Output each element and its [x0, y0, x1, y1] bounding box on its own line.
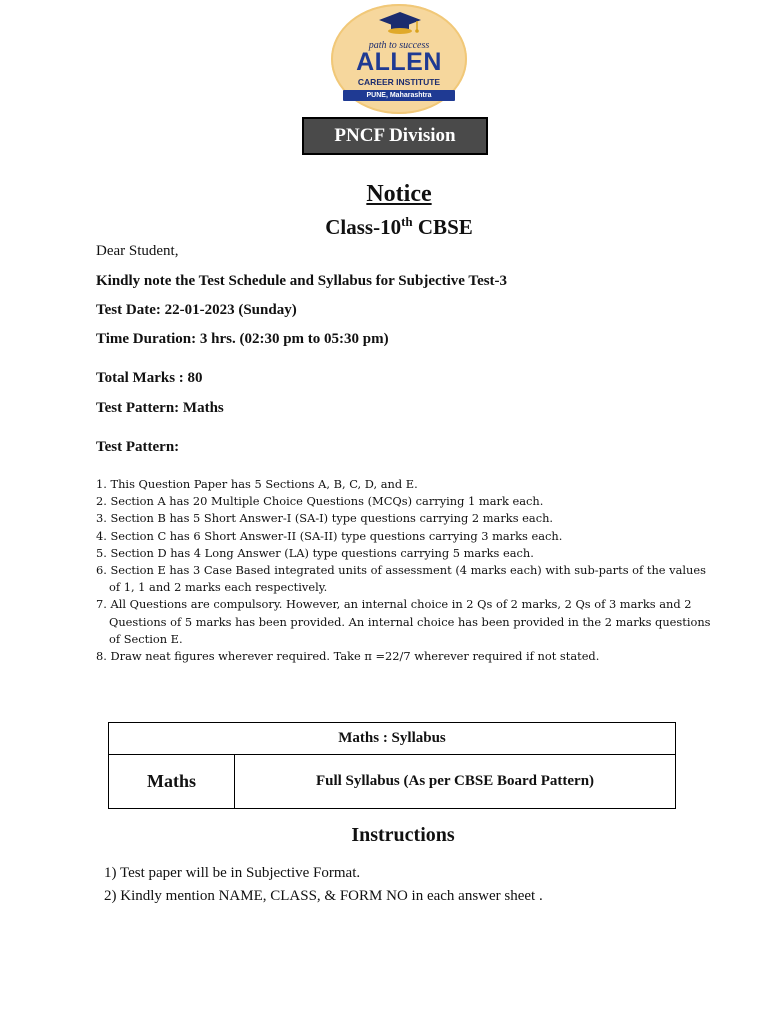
greeting: Dear Student, [96, 243, 179, 259]
rule-item: 8. Draw neat figures wherever required. Take π =22/7 wherever required if not stated. [96, 649, 600, 664]
instructions-title: Instructions [351, 824, 455, 846]
rule-item: 6. Section E has 3 Case Based integrated units of assessment (4 marks each) with sub-parts of the values of 1, 1 and 2 marks each respectively. [96, 563, 706, 595]
class-prefix: Class-10 [325, 215, 402, 239]
intro-text: Kindly note the Test Schedule and Syllabus for Subjective Test-3 [96, 273, 508, 289]
notice-title: Notice [366, 181, 432, 207]
rule-item: 7. All Questions are compulsory. However, an internal choice in 2 Qs of 2 marks, 2 Qs of 3 marks and 2 Questions of 5 marks has been provided. An internal choice has been provided in the 2 marks questions of Section E. [96, 597, 711, 646]
class-superscript: th [401, 214, 413, 229]
time-duration: Time Duration: 3 hrs. (02:30 pm to 05:30 pm) [96, 331, 389, 347]
test-rules-list [96, 476, 716, 665]
logo-tagline: path to success [368, 40, 430, 51]
test-pattern-subject: Test Pattern: Maths [96, 400, 224, 416]
division-banner: PNCF Division [302, 117, 488, 155]
rule-item: 5. Section D has 4 Long Answer (LA) type questions carrying 5 marks each. [96, 545, 534, 560]
class-heading [30, 214, 768, 240]
rule-item: 1. This Question Paper has 5 Sections A, B, C, D, and E. [96, 477, 418, 491]
syllabus-header: Maths : Syllabus [109, 723, 676, 755]
graduation-cap-icon [377, 10, 423, 34]
rule-item: 4. Section C has 6 Short Answer-II (SA-II) type questions carrying 3 marks each. [96, 528, 563, 543]
test-date: Test Date: 22-01-2023 (Sunday) [96, 302, 297, 318]
syllabus-content: Full Syllabus (As per CBSE Board Pattern) [235, 755, 676, 809]
rule-item: 2. Section A has 20 Multiple Choice Questions (MCQs) carrying 1 mark each. [96, 494, 544, 509]
logo-brand: ALLEN [356, 48, 442, 76]
class-suffix: CBSE [412, 215, 473, 239]
rule-item: 3. Section B has 5 Short Answer-I (SA-I) type questions carrying 2 marks each. [96, 511, 554, 526]
allen-logo [331, 4, 467, 114]
logo-institute: CAREER INSTITUTE [357, 77, 441, 87]
instruction-item: 2) Kindly mention NAME, CLASS, & FORM NO in each answer sheet . [104, 888, 543, 904]
logo-city: PUNE, Maharashtra [343, 90, 455, 101]
syllabus-table [108, 722, 676, 809]
total-marks: Total Marks : 80 [96, 370, 203, 386]
test-pattern-heading: Test Pattern: [96, 439, 180, 455]
syllabus-subject: Maths [109, 755, 235, 809]
instruction-item: 1) Test paper will be in Subjective Format. [104, 865, 361, 881]
